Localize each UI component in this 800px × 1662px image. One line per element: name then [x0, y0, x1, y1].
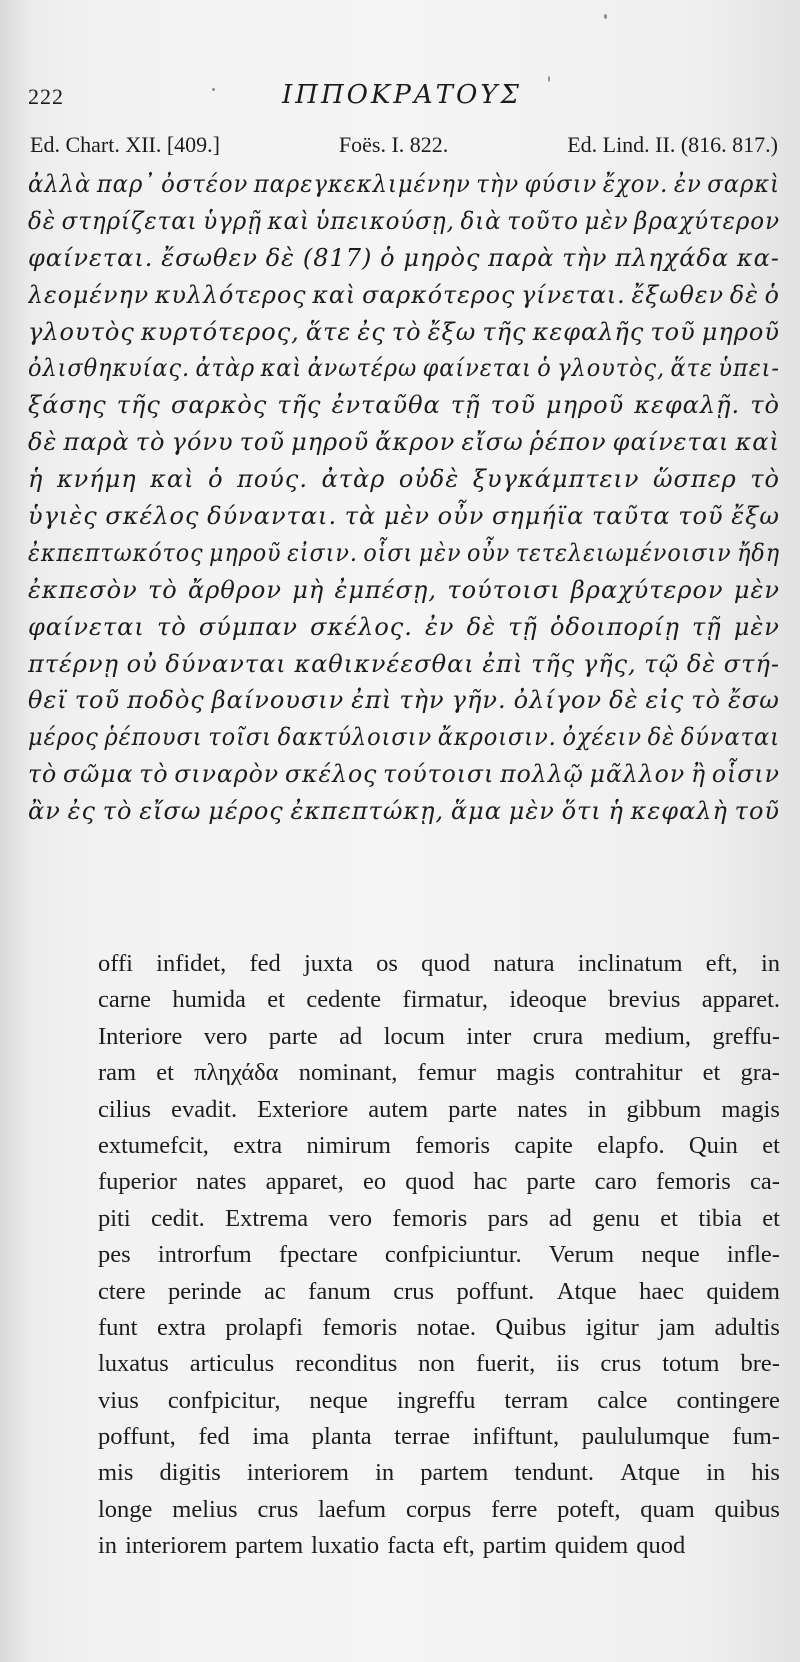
text-line: θεϊ τοῦ ποδὸς βαίνουσιν ἐπὶ τὴν γῆν. ὀλίγον δὲ εἰς τὸ ἔσω: [28, 686, 780, 715]
running-title: ΙΠΠΟΚΡΑΤΟΥΣ: [282, 80, 522, 110]
text-line: poffunt, fed ima planta terrae infiftunt, paululumque fum-: [98, 1423, 780, 1451]
greek-text-block: [28, 166, 780, 830]
text-line: pes introrfum fpectare confpiciuntur. Verum neque infle-: [98, 1241, 780, 1269]
text-line: γλουτὸς κυρτότερος, ἅτε ἐς τὸ ἔξω τῆς κεφαλῆς τοῦ μηροῦ: [28, 317, 780, 346]
edition-ref-chartier: Ed. Chart. XII. [409.]: [30, 132, 221, 157]
text-line: in interiorem partem luxatio facta eft, partim quidem quod: [98, 1532, 686, 1560]
text-line: ἀλλὰ παρ᾽ ὀστέον παρεγκεκλιμένην τὴν φύσιν ἔχον. ἐν σαρκὶ: [28, 170, 780, 198]
page-header: [28, 78, 772, 116]
text-line: ὀλισθηκυίας. ἀτὰρ καὶ ἀνωτέρω φαίνεται ὁ γλουτὸς, ἅτε ὑπει-: [28, 354, 780, 383]
text-line: δὲ παρὰ τὸ γόνυ τοῦ μηροῦ ἄκρον εἴσω ῥέπον φαίνεται καὶ: [28, 428, 780, 457]
edition-references: [30, 132, 778, 158]
text-line: ξάσης τῆς σαρκὸς τῆς ἐνταῦθα τῇ τοῦ μηροῦ κεφαλῇ. τὸ: [28, 391, 780, 420]
text-line: mis digitis interiorem in partem tendunt. Atque in his: [98, 1459, 780, 1487]
text-line: λεομένην κυλλότερος καὶ σαρκότερος γίνεται. ἔξωθεν δὲ ὁ: [28, 280, 780, 309]
page-number: 222: [28, 84, 64, 109]
text-line: ctere perinde ac fanum crus poffunt. Atque haec quidem: [98, 1277, 780, 1305]
text-line: fuperior nates apparet, eo quod hac parte caro femoris ca-: [98, 1168, 780, 1196]
text-line: ἐκπεσὸν τὸ ἄρθρον μὴ ἐμπέσῃ, τούτοισι βραχύτερον μὲν: [28, 575, 780, 604]
text-line: τὸ σῶμα τὸ σιναρὸν σκέλος τούτοισι πολλῷ μᾶλλον ἢ οἷσιν: [28, 760, 780, 789]
latin-text-block: [98, 946, 780, 1565]
edition-ref-linden: Ed. Lind. II. (816. 817.): [567, 132, 778, 157]
text-line: luxatus articulus reconditus non fuerit, iis crus totum bre-: [98, 1350, 780, 1378]
text-line: ἂν ἐς τὸ εἴσω μέρος ἐκπεπτώκῃ, ἅμα μὲν ὅτι ἡ κεφαλὴ τοῦ: [28, 797, 780, 826]
text-line: offi infidet, fed juxta os quod natura inclinatum eft, in: [98, 950, 780, 977]
edition-ref-foes: Foës. I. 822.: [338, 132, 449, 157]
text-line: ram et πληχάδα nominant, femur magis contrahitur et gra-: [98, 1059, 780, 1087]
text-line: ἐκπεπτωκότος μηροῦ εἰσιν. οἷσι μὲν οὖν τετελειωμένοισιν ἤδη: [28, 538, 781, 567]
text-line: extumefcit, extra nimirum femoris capite elapfo. Quin et: [98, 1131, 780, 1159]
text-line: vius confpicitur, neque ingreffu terram calce contingere: [98, 1386, 780, 1414]
text-line: φαίνεται. ἔσωθεν δὲ (817) ὁ μηρὸς παρὰ τὴν πληχάδα κα-: [28, 243, 780, 272]
text-line: πτέρνῃ οὐ δύνανται καθικνέεσθαι ἐπὶ τῆς γῆς, τῷ δὲ στή-: [28, 649, 780, 678]
text-line: ὑγιὲς σκέλος δύνανται. τὰ μὲν οὖν σημήϊα ταῦτα τοῦ ἔξω: [28, 502, 780, 531]
text-line: piti cedit. Extrema vero femoris pars ad genu et tibia et: [98, 1204, 780, 1232]
text-line: longe melius crus laefum corpus ferre poteft, quam quibus: [98, 1495, 780, 1523]
text-line: funt extra prolapfi femoris notae. Quibus igitur jam adultis: [98, 1313, 780, 1341]
text-line: cilius evadit. Exteriore autem parte nates in gibbum magis: [98, 1095, 780, 1123]
text-line: Interiore vero parte ad locum inter crura medium, greffu-: [98, 1022, 780, 1050]
text-line: φαίνεται τὸ σύμπαν σκέλος. ἐν δὲ τῇ ὁδοιπορίῃ τῇ μὲν: [28, 612, 780, 641]
text-line: carne humida et cedente firmatur, ideoque brevius apparet.: [98, 986, 780, 1014]
text-line: μέρος ῥέπουσι τοῖσι δακτύλοισιν ἄκροισιν. ὀχέειν δὲ δύναται: [28, 723, 780, 752]
text-line: δὲ στηρίζεται ὑγρῇ καὶ ὑπεικούσῃ, διὰ τοῦτο μὲν βραχύτερον: [28, 206, 780, 235]
text-line: ἡ κνήμη καὶ ὁ πούς. ἀτὰρ οὐδὲ ξυγκάμπτειν ὥσπερ τὸ: [28, 465, 780, 494]
